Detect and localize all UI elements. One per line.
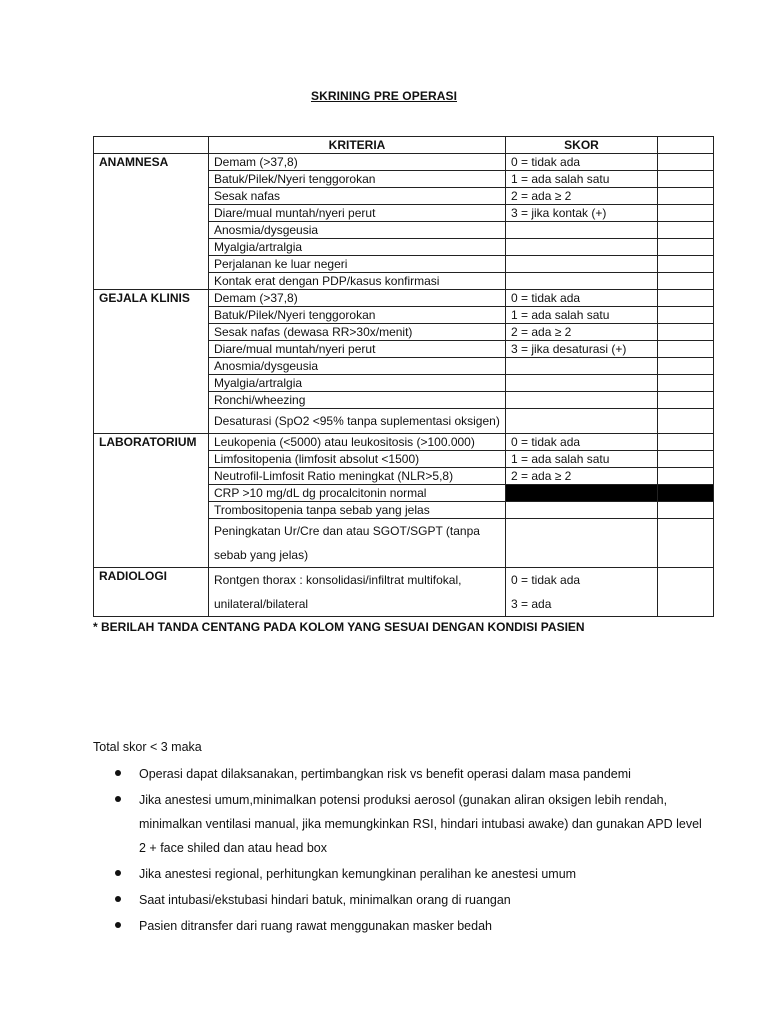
check-cell[interactable] (658, 154, 714, 171)
table-row (94, 154, 714, 171)
bullet-icon (115, 896, 121, 902)
score-cell (506, 256, 658, 273)
category-cell (94, 239, 209, 256)
criteria-cell: Sesak nafas (dewasa RR>30x/menit) (209, 324, 506, 341)
score-cell: 3 = jika kontak (+) (506, 205, 658, 222)
category-cell (94, 485, 209, 502)
recommendation-list (111, 762, 711, 940)
list-item-text: Saat intubasi/ekstubasi hindari batuk, minimalkan orang di ruangan (139, 893, 511, 907)
category-cell (94, 409, 209, 434)
score-cell (506, 273, 658, 290)
table-row (94, 205, 714, 222)
check-cell[interactable] (658, 375, 714, 392)
check-cell[interactable] (658, 273, 714, 290)
screening-table (93, 136, 714, 617)
table-row (94, 324, 714, 341)
table-row (94, 239, 714, 256)
check-cell[interactable] (658, 409, 714, 434)
header-score: SKOR (506, 137, 658, 154)
criteria-cell: Myalgia/artralgia (209, 239, 506, 256)
criteria-cell: Diare/mual muntah/nyeri perut (209, 205, 506, 222)
category-cell (94, 324, 209, 341)
list-item-text: Jika anestesi umum,minimalkan potensi produksi aerosol (gunakan aliran oksigen lebih rendah, minimalkan ventilasi manual, jika memungkinkan RSI, hindari intubasi awake) dan gunakan APD level 2 + face shiled dan atau head box (139, 793, 702, 855)
criteria-cell: Leukopenia (<5000) atau leukositosis (>100.000) (209, 434, 506, 451)
category-cell (94, 392, 209, 409)
score-cell: 1 = ada salah satu (506, 307, 658, 324)
category-label: LABORATORIUM (94, 434, 209, 451)
check-cell[interactable] (658, 324, 714, 341)
bullet-icon (115, 922, 121, 928)
total-score-label: Total skor < 3 maka (93, 740, 202, 754)
list-item (111, 762, 711, 786)
check-cell[interactable] (658, 451, 714, 468)
score-cell (506, 519, 658, 568)
table-row (94, 468, 714, 485)
table-row (94, 451, 714, 468)
criteria-cell: Sesak nafas (209, 188, 506, 205)
table-row (94, 519, 714, 568)
check-cell[interactable] (658, 239, 714, 256)
score-cell (506, 222, 658, 239)
check-cell[interactable] (658, 485, 714, 502)
category-cell (94, 205, 209, 222)
list-item (111, 888, 711, 912)
list-item-text: Operasi dapat dilaksanakan, pertimbangkan risk vs benefit operasi dalam masa pandemi (139, 767, 631, 781)
score-cell: 0 = tidak ada 3 = ada (506, 568, 658, 617)
criteria-cell: Perjalanan ke luar negeri (209, 256, 506, 273)
criteria-cell: Anosmia/dysgeusia (209, 222, 506, 239)
list-item-text: Pasien ditransfer dari ruang rawat menggunakan masker bedah (139, 919, 492, 933)
category-cell (94, 273, 209, 290)
table-row (94, 171, 714, 188)
check-cell[interactable] (658, 392, 714, 409)
category-cell (94, 358, 209, 375)
criteria-cell: Desaturasi (SpO2 <95% tanpa suplementasi oksigen) (209, 409, 506, 434)
table-row (94, 188, 714, 205)
check-cell[interactable] (658, 519, 714, 568)
table-row (94, 485, 714, 502)
table-row (94, 502, 714, 519)
score-cell: 3 = jika desaturasi (+) (506, 341, 658, 358)
table-row (94, 434, 714, 451)
criteria-cell: Demam (>37,8) (209, 290, 506, 307)
score-cell: 0 = tidak ada (506, 290, 658, 307)
category-label: RADIOLOGI (94, 568, 209, 617)
category-cell (94, 171, 209, 188)
score-cell (506, 358, 658, 375)
category-cell (94, 502, 209, 519)
category-cell (94, 307, 209, 324)
criteria-cell: CRP >10 mg/dL dg procalcitonin normal (209, 485, 506, 502)
score-cell (506, 375, 658, 392)
criteria-cell: Trombositopenia tanpa sebab yang jelas (209, 502, 506, 519)
table-row (94, 392, 714, 409)
criteria-cell: Neutrofil-Limfosit Ratio meningkat (NLR>5,8) (209, 468, 506, 485)
category-label: GEJALA KLINIS (94, 290, 209, 307)
score-cell: 0 = tidak ada (506, 154, 658, 171)
category-cell (94, 222, 209, 239)
criteria-cell: Kontak erat dengan PDP/kasus konfirmasi (209, 273, 506, 290)
criteria-cell: Batuk/Pilek/Nyeri tenggorokan (209, 171, 506, 188)
criteria-cell: Anosmia/dysgeusia (209, 358, 506, 375)
score-cell: 2 = ada ≥ 2 (506, 324, 658, 341)
bullet-icon (115, 870, 121, 876)
category-cell (94, 341, 209, 358)
score-cell: 2 = ada ≥ 2 (506, 468, 658, 485)
header-check (658, 137, 714, 154)
check-cell[interactable] (658, 568, 714, 617)
criteria-cell: Diare/mual muntah/nyeri perut (209, 341, 506, 358)
list-item (111, 788, 711, 860)
score-cell (506, 239, 658, 256)
list-item (111, 862, 711, 886)
check-cell[interactable] (658, 341, 714, 358)
check-cell[interactable] (658, 307, 714, 324)
table-row (94, 290, 714, 307)
page-title: SKRINING PRE OPERASI (310, 89, 458, 103)
table-row (94, 273, 714, 290)
header-category (94, 137, 209, 154)
instruction-note: * BERILAH TANDA CENTANG PADA KOLOM YANG SESUAI DENGAN KONDISI PASIEN (93, 620, 585, 634)
criteria-cell: Batuk/Pilek/Nyeri tenggorokan (209, 307, 506, 324)
criteria-cell: Myalgia/artralgia (209, 375, 506, 392)
category-label: ANAMNESA (94, 154, 209, 171)
score-cell: 0 = tidak ada (506, 434, 658, 451)
check-cell[interactable] (658, 222, 714, 239)
bullet-icon (115, 796, 121, 802)
check-cell[interactable] (658, 188, 714, 205)
table-row (94, 409, 714, 434)
category-cell (94, 375, 209, 392)
criteria-cell: Ronchi/wheezing (209, 392, 506, 409)
score-cell (506, 502, 658, 519)
table-row (94, 358, 714, 375)
category-cell (94, 451, 209, 468)
header-criteria: KRITERIA (209, 137, 506, 154)
check-cell[interactable] (658, 290, 714, 307)
criteria-cell: Limfositopenia (limfosit absolut <1500) (209, 451, 506, 468)
table-row (94, 307, 714, 324)
score-cell: 1 = ada salah satu (506, 171, 658, 188)
list-item (111, 914, 711, 938)
check-cell[interactable] (658, 256, 714, 273)
score-cell: 1 = ada salah satu (506, 451, 658, 468)
score-cell (506, 485, 658, 502)
criteria-cell: Demam (>37,8) (209, 154, 506, 171)
table-row (94, 375, 714, 392)
table-header-row (94, 137, 714, 154)
check-cell[interactable] (658, 502, 714, 519)
check-cell[interactable] (658, 358, 714, 375)
category-cell (94, 468, 209, 485)
score-cell (506, 392, 658, 409)
check-cell[interactable] (658, 171, 714, 188)
category-cell (94, 256, 209, 273)
check-cell[interactable] (658, 434, 714, 451)
table-row (94, 341, 714, 358)
category-cell (94, 519, 209, 568)
category-cell (94, 188, 209, 205)
score-cell (506, 409, 658, 434)
list-item-text: Jika anestesi regional, perhitungkan kemungkinan peralihan ke anestesi umum (139, 867, 577, 881)
table-row (94, 256, 714, 273)
criteria-cell: Peningkatan Ur/Cre dan atau SGOT/SGPT (tanpa sebab yang jelas) (209, 519, 506, 568)
check-cell[interactable] (658, 205, 714, 222)
score-cell: 2 = ada ≥ 2 (506, 188, 658, 205)
table-row (94, 568, 714, 617)
table-row (94, 222, 714, 239)
check-cell[interactable] (658, 468, 714, 485)
bullet-icon (115, 770, 121, 776)
criteria-cell: Rontgen thorax : konsolidasi/infiltrat multifokal, unilateral/bilateral (209, 568, 506, 617)
